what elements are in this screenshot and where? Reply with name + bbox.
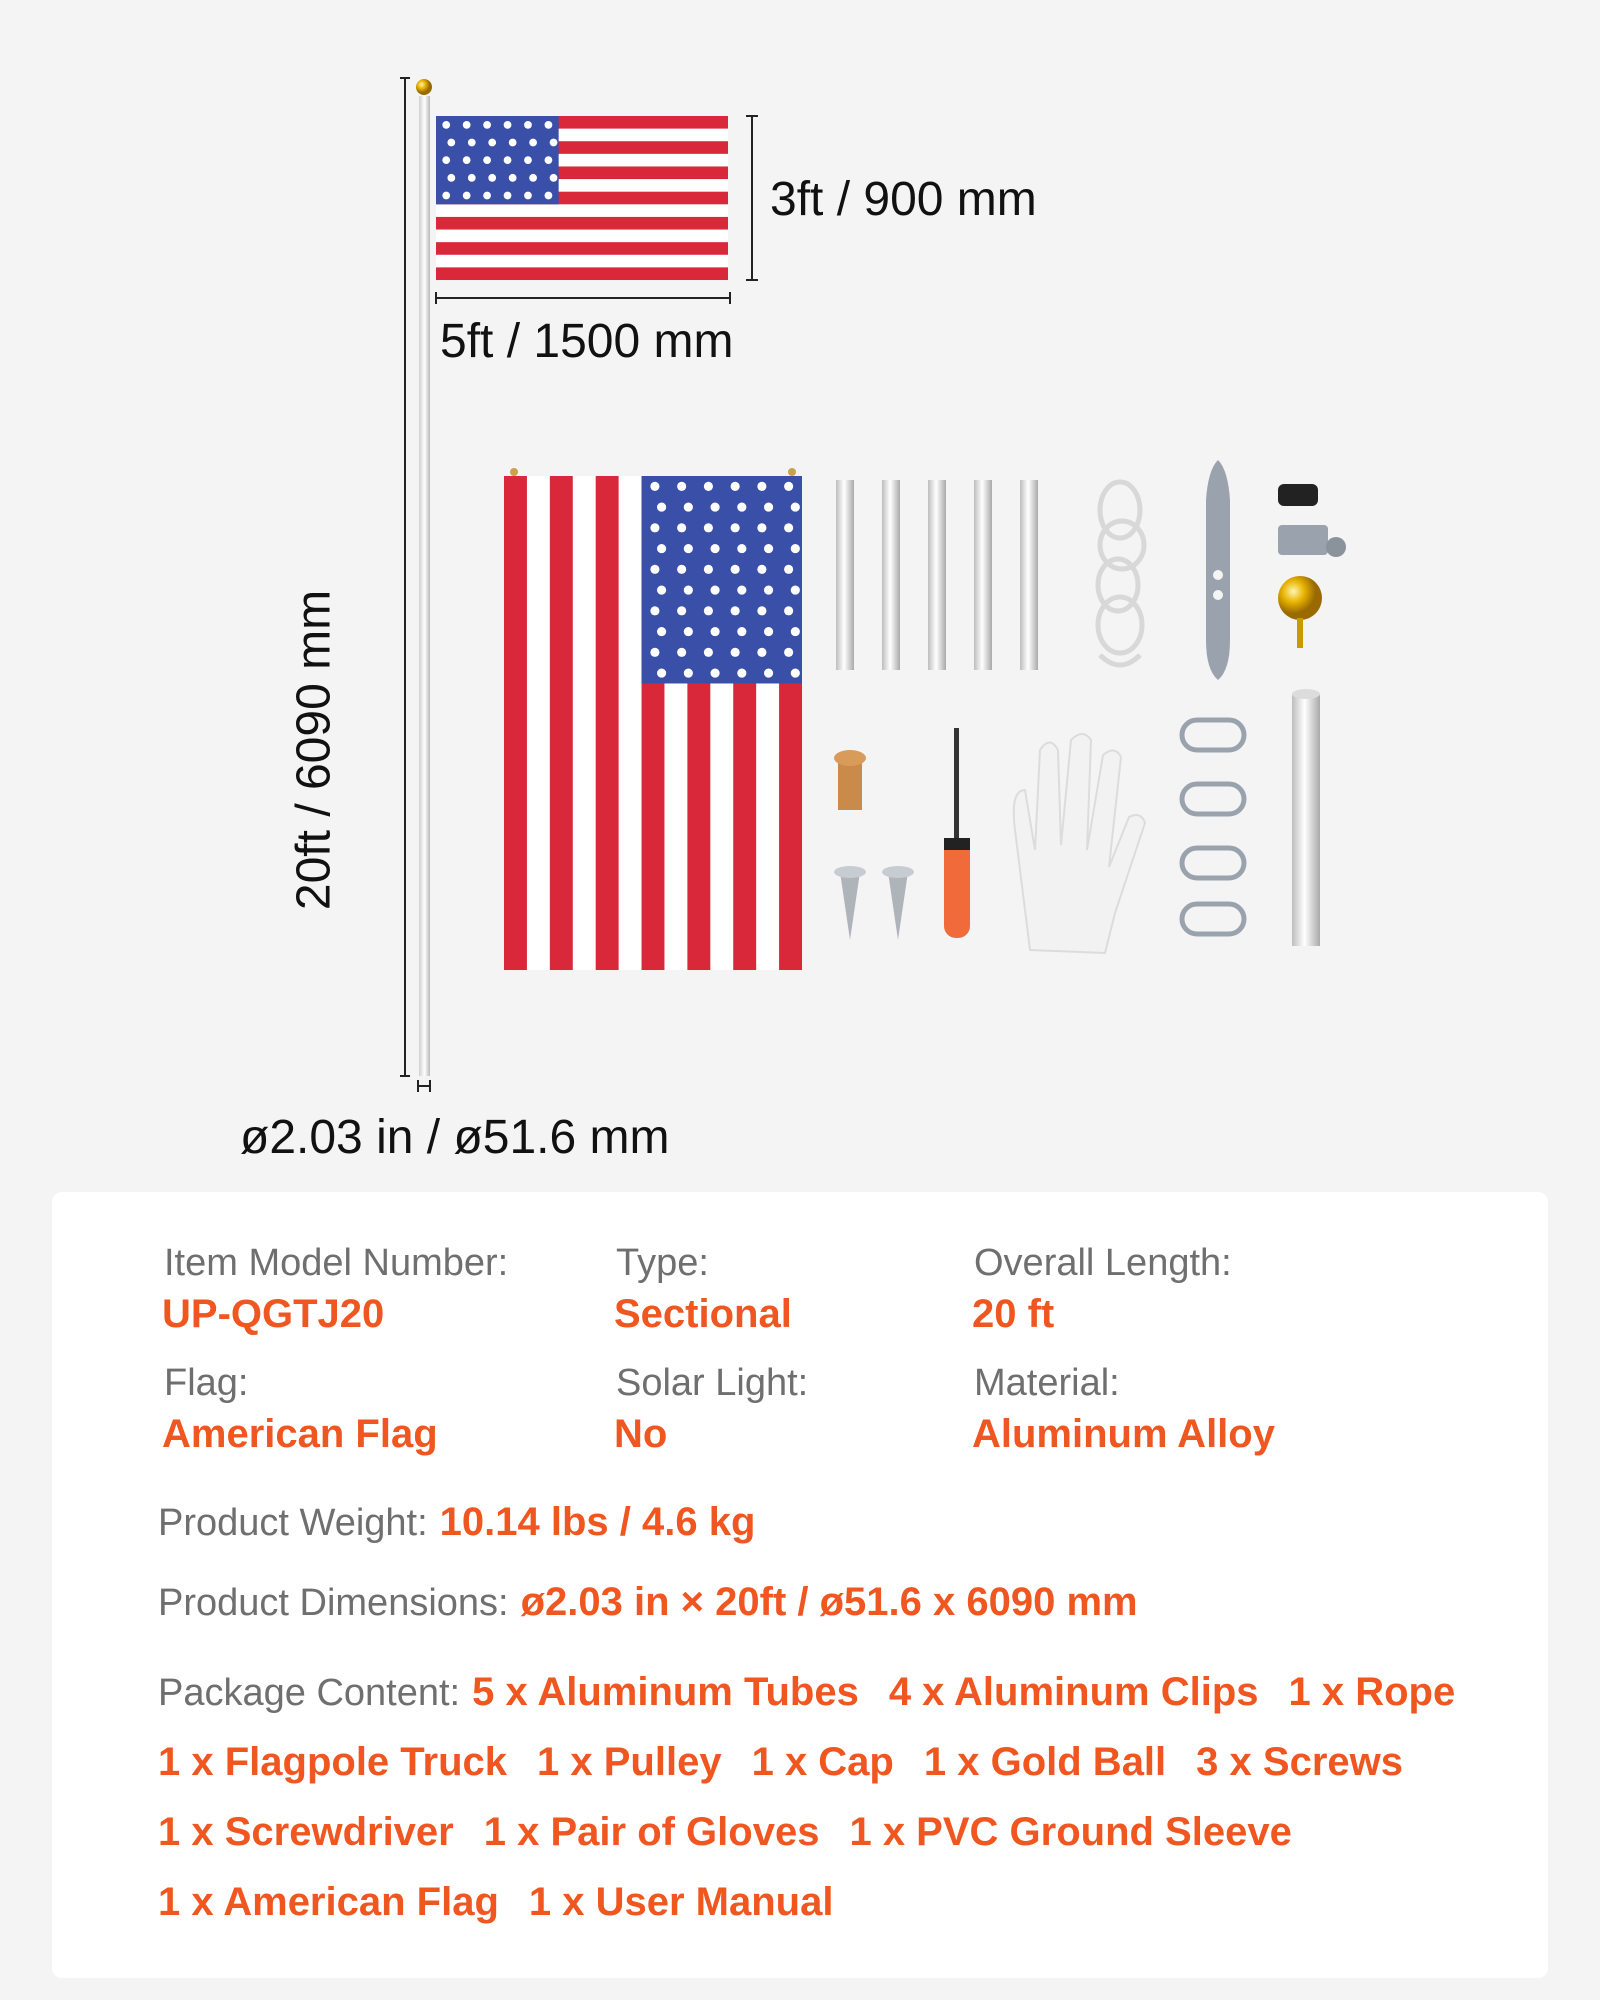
flying-flag [436,116,728,280]
flagpole-truck-icon [1206,460,1230,680]
dimensions-row [158,1580,1168,1625]
aluminum-clips-icon [1182,720,1244,934]
package-item: 1 x Pulley [537,1740,722,1784]
flag-label: Flag: [164,1362,249,1404]
package-item: 4 x Aluminum Clips [888,1670,1259,1714]
package-item: 3 x Screws [1196,1740,1403,1784]
weight-row [158,1500,785,1545]
weight-value: 10.14 lbs / 4.6 kg [439,1500,756,1544]
flagpole [400,78,432,1092]
type-label: Type: [616,1242,709,1284]
package-item: 1 x User Manual [528,1880,834,1924]
pole-diameter-label: ø2.03 in / ø51.6 mm [240,1111,670,1164]
pole-length-label: 20ft / 6090 mm [287,589,341,911]
aluminum-tubes [836,480,1038,670]
package-label: Package Content: [158,1672,461,1714]
package-row-4 [158,1880,863,1925]
package-row-1 [158,1670,1485,1715]
flag-height-label: 3ft / 900 mm [770,173,1037,226]
model-value: UP-QGTJ20 [162,1292,385,1336]
model-label: Item Model Number: [164,1242,509,1284]
type-value: Sectional [614,1292,792,1336]
flag-width-label: 5ft / 1500 mm [440,315,734,368]
package-item: 1 x Screwdriver [158,1810,454,1854]
length-label: Overall Length: [974,1242,1232,1284]
solar-label: Solar Light: [616,1362,809,1404]
package-item: 1 x Rope [1288,1670,1456,1714]
screwdriver-icon [944,728,970,938]
vertical-flag [504,468,802,970]
package-item: 1 x Flagpole Truck [158,1740,508,1784]
cap-icon [1278,484,1318,506]
solar-value: No [614,1412,668,1456]
package-item: 1 x Gold Ball [923,1740,1167,1784]
package-row-2 [158,1740,1433,1785]
rope-icon [1098,482,1144,665]
gold-ball-icon [1278,576,1322,648]
gloves-icon [1014,734,1145,953]
dims-value: ø2.03 in × 20ft / ø51.6 x 6090 mm [520,1580,1138,1624]
package-item: 1 x PVC Ground Sleeve [849,1810,1292,1854]
weight-label: Product Weight: [158,1502,428,1544]
package-item: 1 x American Flag [158,1880,499,1924]
pulley-icon [1278,525,1346,557]
screws-icon [834,750,914,940]
package-item: 1 x Cap [751,1740,894,1784]
package-item: 5 x Aluminum Tubes [472,1670,859,1714]
dims-label: Product Dimensions: [158,1582,509,1624]
flag-value: American Flag [162,1412,438,1456]
material-value: Aluminum Alloy [972,1412,1275,1456]
package-item: 1 x Pair of Gloves [483,1810,820,1854]
material-label: Material: [974,1362,1120,1404]
length-value: 20 ft [972,1292,1055,1336]
pvc-ground-sleeve-icon [1292,689,1320,946]
package-row-3 [158,1810,1322,1855]
